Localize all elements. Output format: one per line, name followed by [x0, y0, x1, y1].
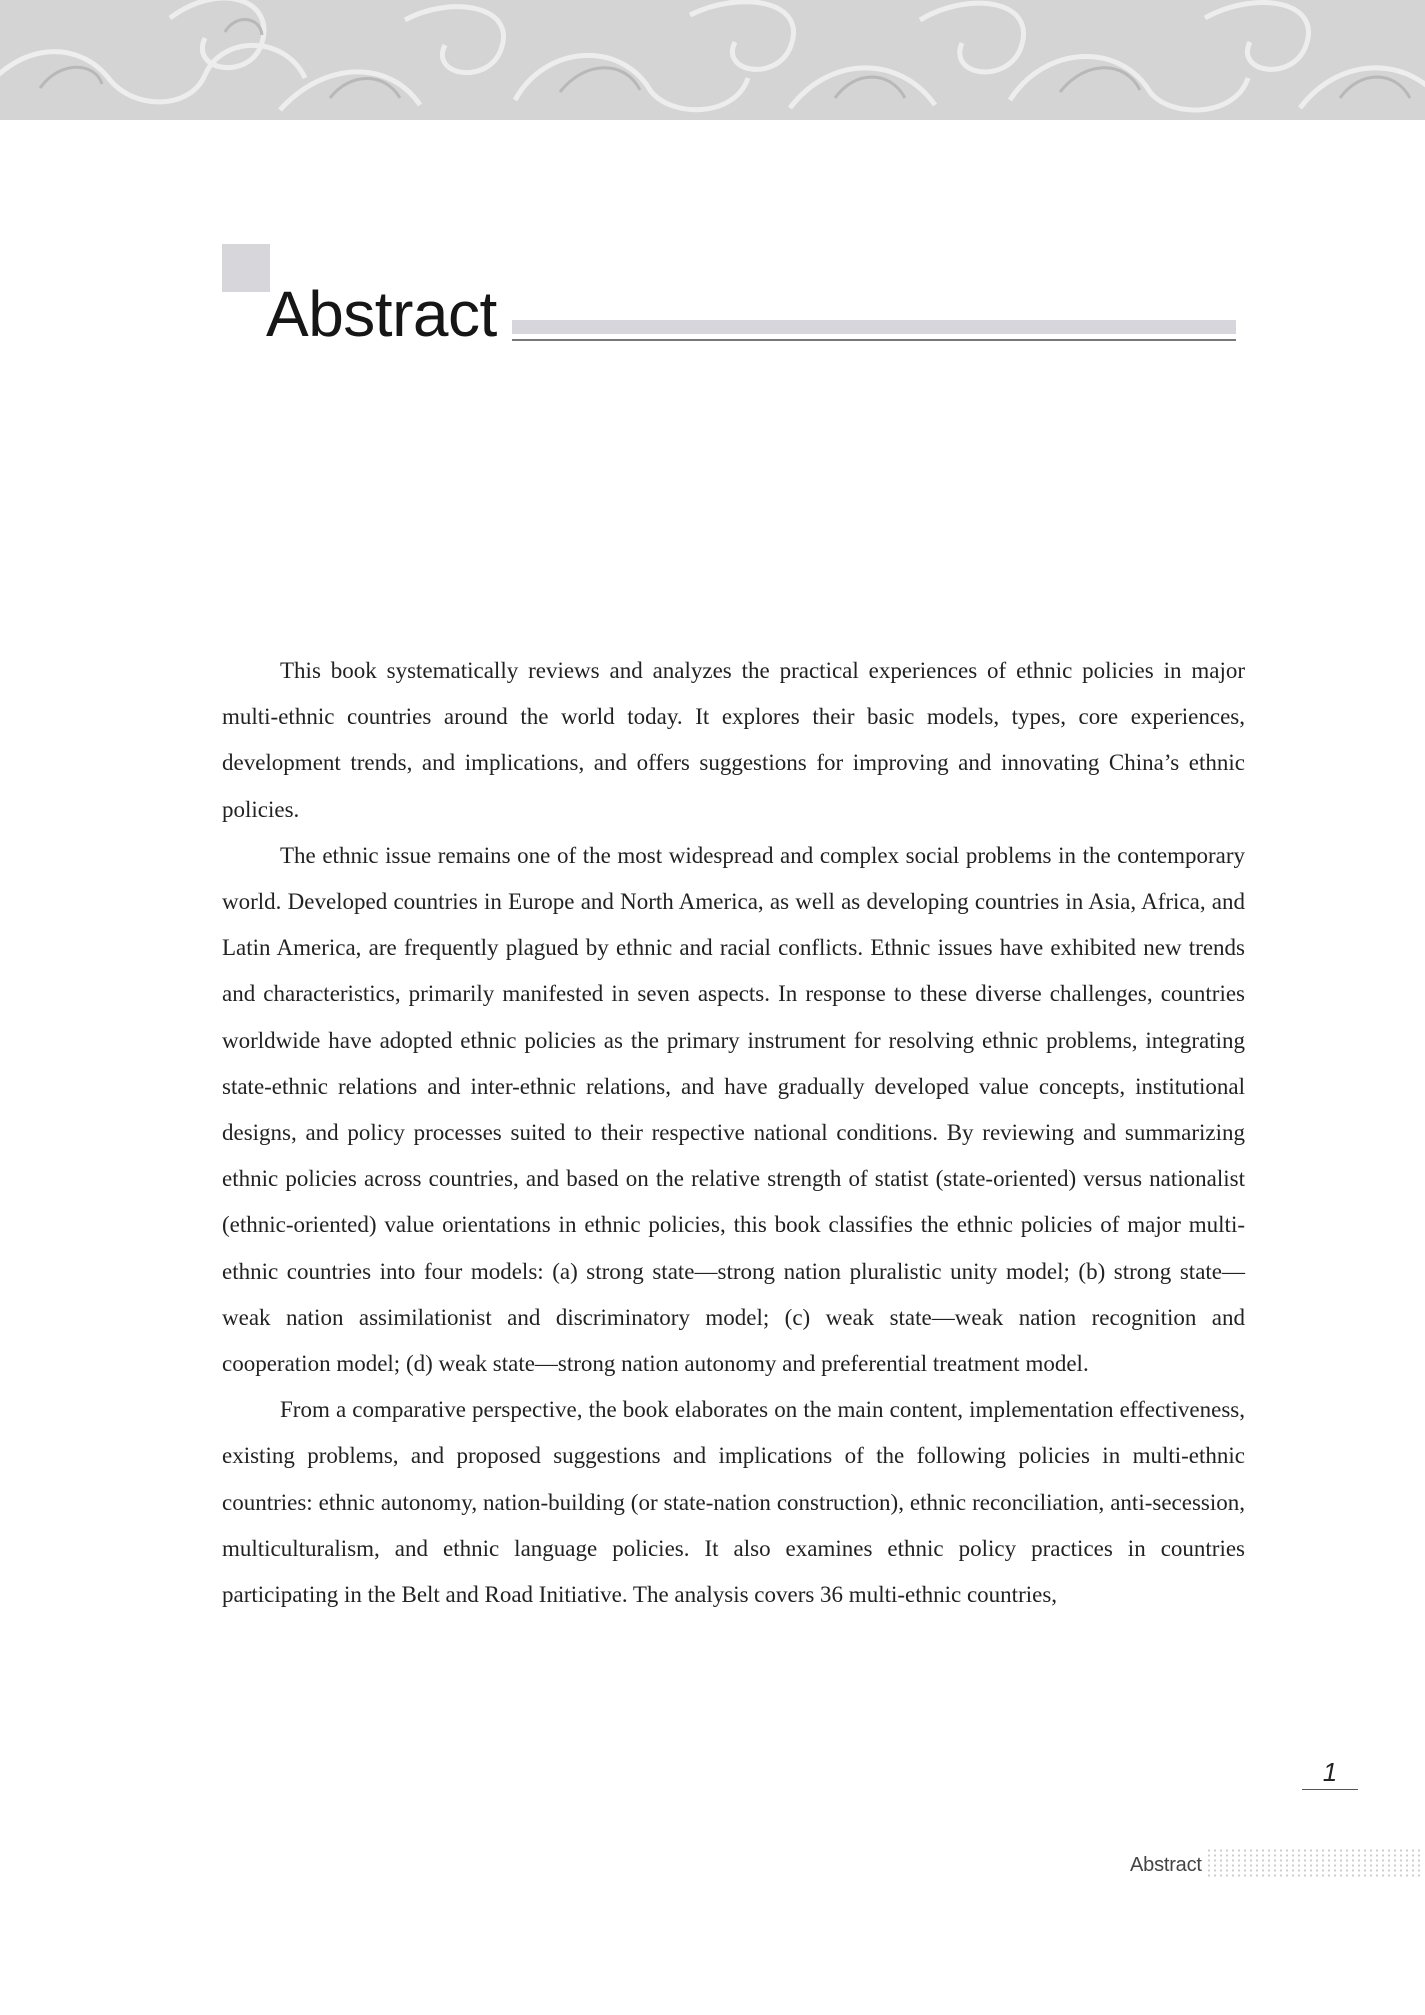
- abstract-body: [222, 648, 1245, 1618]
- title-rule-line: [512, 339, 1236, 341]
- page-number: 1: [1302, 1757, 1358, 1790]
- abstract-paragraph: The ethnic issue remains one of the most widespread and complex social problems in the contemporary world. Developed countries in Europe and North America, as well as developing countries in Asia, Africa, and Latin America, are frequently plagued by ethnic and racial conflicts. Ethnic issues have exhibited new trends and characteristics, primarily manifested in seven aspects. In response to these diverse challenges, countries worldwide have adopted ethnic policies as the primary instrument for resolving ethnic problems, integrating state-ethnic relations and inter-ethnic relations, and have gradually developed value concepts, institutional designs, and policy processes suited to their respective national conditions. By reviewing and summarizing ethnic policies across countries, and based on the relative strength of statist (state-oriented) versus nationalist (ethnic-oriented) value orientations in ethnic policies, this book classifies the ethnic policies of major multi-ethnic countries into four models: (a) strong state—strong nation pluralistic unity model; (b) strong state—weak nation assimilationist and discriminatory model; (c) weak state—weak nation recognition and cooperation model; (d) weak state—strong nation autonomy and preferential treatment model.: [222, 842, 1245, 1377]
- cloud-pattern-icon: [0, 0, 1425, 120]
- running-footer-title: Abstract: [1130, 1854, 1202, 1876]
- abstract-paragraph: This book systematically reviews and analyzes the practical experiences of ethnic policies in major multi-ethnic countries around the world today. It explores their basic models, types, core experiences, development trends, and implications, and offers suggestions for improving and innovating China’s ethnic policies.: [222, 658, 1245, 822]
- footer-dot-pattern: [1206, 1848, 1422, 1878]
- title-rule-band: [512, 320, 1236, 334]
- page-title: Abstract: [266, 278, 497, 350]
- decorative-cloud-band: [0, 0, 1425, 120]
- abstract-paragraph: From a comparative perspective, the book elaborates on the main content, implementation effectiveness, existing problems, and proposed suggestions and implications of the following policies in multi-ethnic countries: ethnic autonomy, nation-building (or state-nation construction), ethnic reconciliation, anti-secession, multiculturalism, and ethnic language policies. It also examines ethnic policy practices in countries participating in the Belt and Road Initiative. The analysis covers 36 multi-ethnic countries,: [222, 1397, 1245, 1608]
- title-decoration-square: [222, 244, 270, 292]
